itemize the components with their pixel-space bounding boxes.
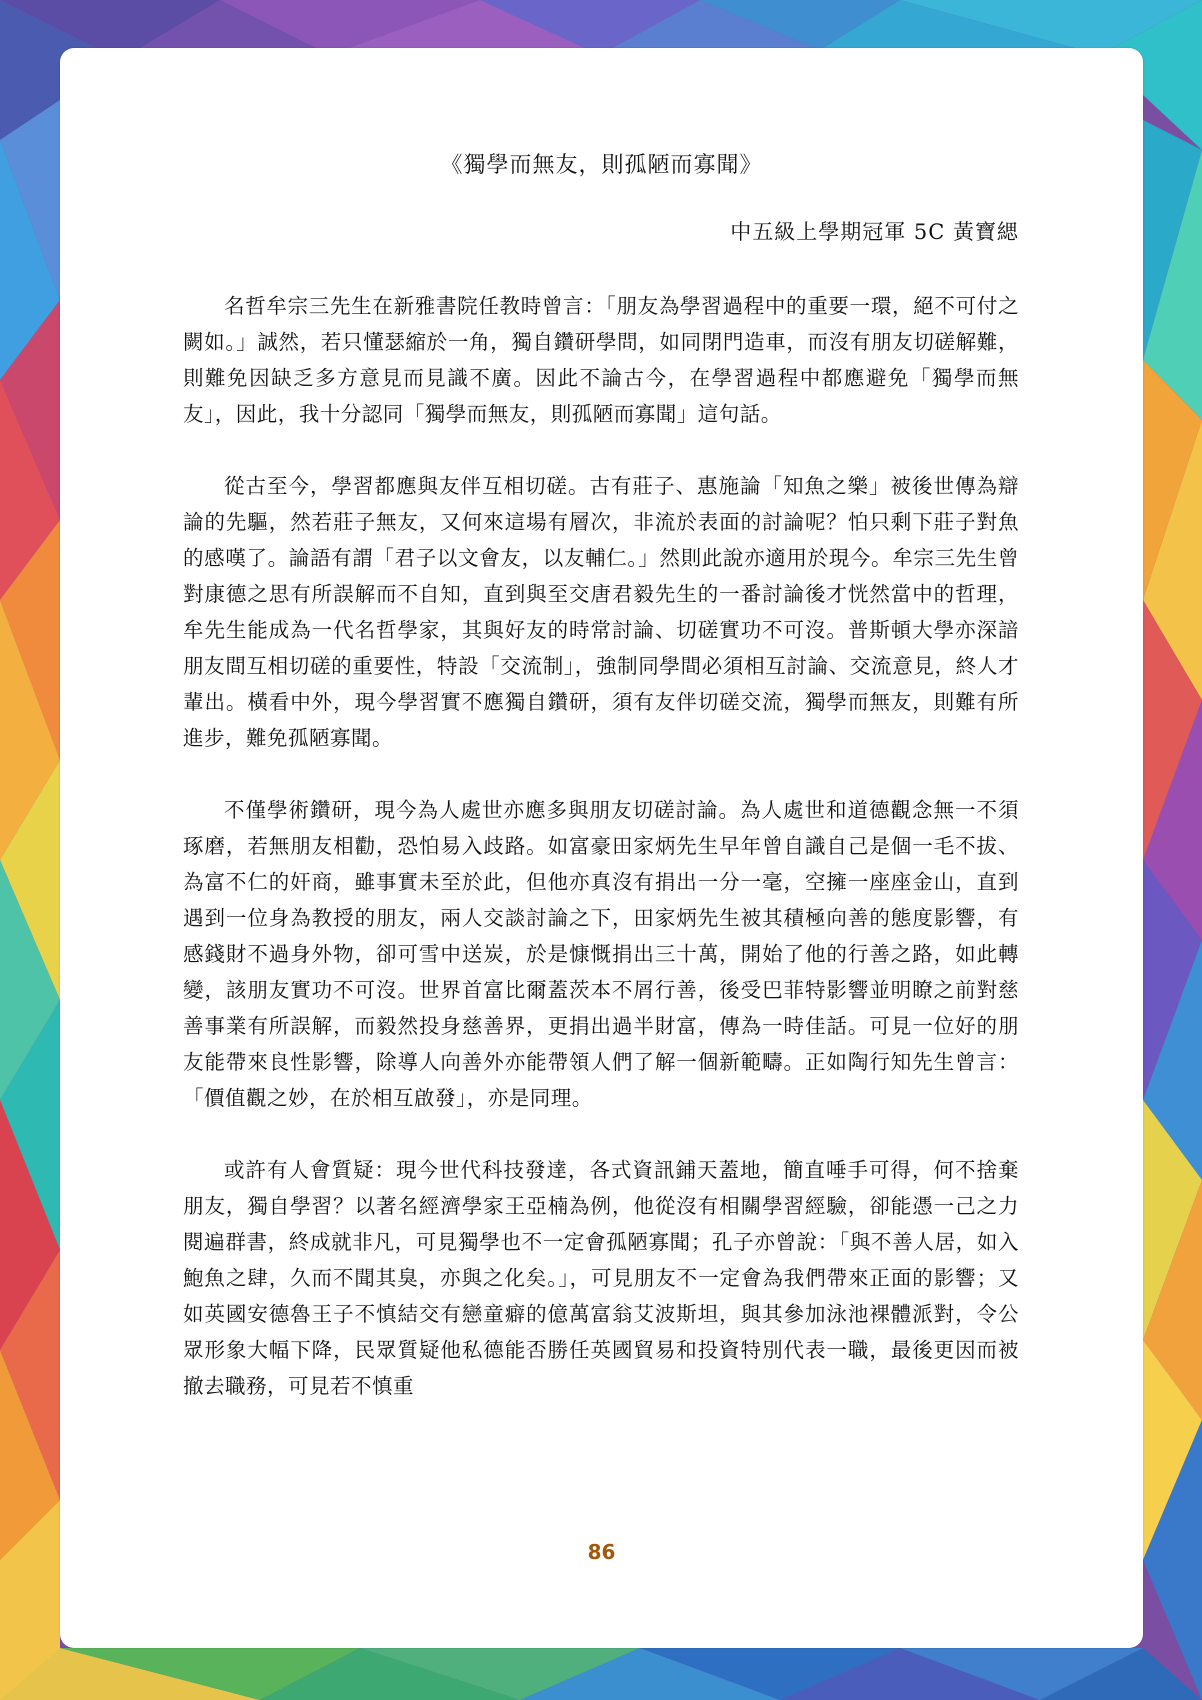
essay-title: 《獨學而無友，則孤陋而寡聞》 [440, 153, 763, 178]
paragraph-3: 不僅學術鑽研，現今為人處世亦應多與朋友切磋討論。為人處世和道德觀念無一不須琢磨，若無朋友相勸，恐怕易入歧路。如富豪田家炳先生早年曾自識自己是個一毛不拔、為富不仁的奸商，雖事實未至於此，但他亦真沒有捐出一分一毫，空擁一座座金山，直到遇到一位身為教授的朋友，兩人交談討論之下，田家炳先生被其積極向善的態度影響，有感錢財不過身外物，卻可雪中送炭，於是慷慨捐出三十萬，開始了他的行善之路，如此轉變，該朋友實功不可沒。世界首富比爾蓋茨本不屑行善，後受巴菲特影響並明瞭之前對慈善事業有所誤解，而毅然投身慈善界，更捐出過半財富，傳為一時佳話。可見一位好的朋友能帶來良性影響，除導人向善外亦能帶領人們了解一個新範疇。正如陶行知先生曾言：「價值觀之妙，在於相互啟發」，亦是同理。 [183, 798, 1019, 1110]
essay-body [183, 288, 1019, 1440]
paragraph-4: 或許有人會質疑：現今世代科技發達，各式資訊鋪天蓋地，簡直唾手可得，何不捨棄朋友，獨自學習？以著名經濟學家王亞楠為例，他從沒有相關學習經驗，卻能憑一己之力閱遍群書，終成就非凡，可見獨學也不一定會孤陋寡聞；孔子亦曾說：「與不善人居，如入鮑魚之肆，久而不聞其臭，亦與之化矣。」，可見朋友不一定會為我們帶來正面的影響；又如英國安德魯王子不慎結交有戀童癖的億萬富翁艾波斯坦，與其參加泳池裸體派對，令公眾形象大幅下降，民眾質疑他私德能否勝任英國貿易和投資特別代表一職，最後更因而被撤去職務，可見若不慎重 [183, 1158, 1019, 1398]
paragraph-1: 名哲牟宗三先生在新雅書院任教時曾言：「朋友為學習過程中的重要一環，絕不可付之闕如。」誠然，若只懂瑟縮於一角，獨自鑽研學問，如同閉門造車，而沒有朋友切磋解難，則難免因缺乏多方意見而見識不廣。因此不論古今，在學習過程中都應避免「獨學而無友」，因此，我十分認同「獨學而無友，則孤陋而寡聞」這句話。 [183, 294, 1019, 426]
author-byline: 中五級上學期冠軍 5C 黃寶緦 [730, 220, 1019, 244]
document-page [60, 48, 1143, 1648]
page-number: 86 [587, 1540, 616, 1564]
paragraph-2: 從古至今，學習都應與友伴互相切磋。古有莊子、惠施論「知魚之樂」被後世傳為辯論的先驅，然若莊子無友，又何來這場有層次，非流於表面的討論呢？怕只剩下莊子對魚的感嘆了。論語有謂「君子以文會友，以友輔仁。」然則此說亦適用於現今。牟宗三先生曾對康德之思有所誤解而不自知，直到與至交唐君毅先生的一番討論後才恍然當中的哲理，牟先生能成為一代名哲學家，其與好友的時常討論、切磋實功不可沒。普斯頓大學亦深諳朋友間互相切磋的重要性，特設「交流制」，強制同學間必須相互討論、交流意見，終人才輩出。橫看中外，現今學習實不應獨自鑽研，須有友伴切磋交流，獨學而無友，則難有所進步，難免孤陋寡聞。 [183, 474, 1019, 750]
